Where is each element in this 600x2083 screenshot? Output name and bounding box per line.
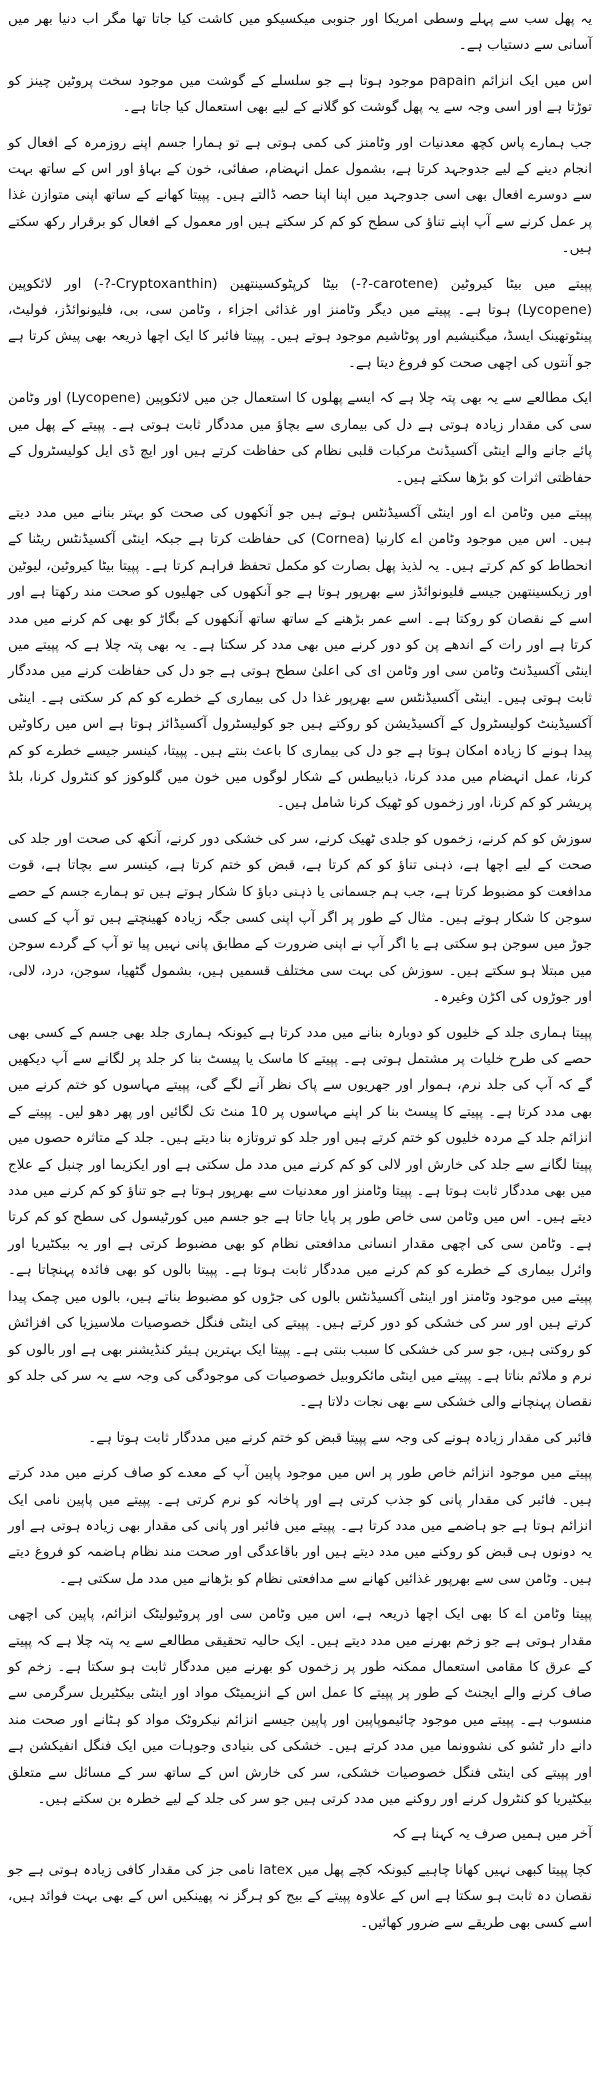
paragraph-minerals: جب ہمارے پاس کچھ معدنیات اور وٹامنز کی کمی ہوتی ہے تو ہمارا جسم اپنے روزمرہ کے افعال کو انجام دینے کے لیے جدوجہد کرتا ہے، بشمول عمل انہضام، صفائی، خون کے بہاؤ اور اس کے ساتھ بہت سے دوسرے افعال بھی اسی جدوجہد میں اپنا اپنا حصہ ڈالتے ہیں۔ پپیتا کھانے کے ساتھ اپنی متوازن غذا پر عمل کرنے سے آپ اپنے تناؤ کی سطح کو کم کر سکتے ہیں اور معمول کے افعال کو برقرار رکھ سکتے ہیں۔	[8, 134, 592, 257]
paragraph-conclusion: کچا پپیتا کبھی نہیں کھانا چاہیے کیونکہ کچے پھل میں latex نامی جز کی مقدار کافی زیادہ ہوتی ہے جو نقصان دہ ثابت ہو سکتا ہے اس کے علاوہ پپیتے کے بیج کو ہرگز نہ پھینکیں اس کے بھی بہت فوائد ہیں، اسے کسی بھی طریقے سے ضرور کھائیں۔	[8, 1861, 592, 1931]
paragraph-heart-study: ایک مطالعے سے یہ بھی پتہ چلا ہے کہ ایسے پھلوں کا استعمال جن میں لائکوپین (Lycopene) اور وٹامن سی کی مقدار زیادہ ہوتی ہے دل کی بیماری سے بچاؤ میں مددگار ثابت ہوتی ہے۔ پپیتے کے پھل میں پائے جانے والے اینٹی آکسیڈنٹ مرکبات قلبی نظام کی حفاظت کرتے ہیں اور ایچ ڈی ایل کولیسٹرول کے حفاظتی اثرات کو بڑھا سکتے ہیں۔	[8, 390, 592, 486]
paragraph-conclusion-intro: آخر میں ہمیں صرف یہ کہنا ہے کہ	[392, 1826, 592, 1843]
paragraph-inflammation: سوزش کو کم کرنے، زخموں کو جلدی ٹھیک کرنے، سر کی خشکی دور کرنے، آنکھ کی صحت اور جلد کی صحت کے لیے اچھا ہے، ذہنی تناؤ کو کم کرتا ہے، قبض کو ختم کرتا ہے، کینسر سے بچاتا ہے، قوت مدافعت کو مضبوط کرتا ہے، جب ہم جسمانی یا ذہنی دباؤ کا شکار ہوتے ہیں تو ہمارے جسم کے حصے سوجن کا شکار ہوتے ہیں۔ مثال کے طور پر اگر آپ اپنی کسی جگہ زیادہ کھینچتے ہیں تو آپ کے کسی جوڑ میں سوجن ہو سکتی ہے یا اگر آپ نے اپنی ضرورت کے مطابق پانی نہیں پیا تو آپ کے گردے سوجن میں مبتلا ہو سکتے ہیں۔ سوزش کی بہت سی مختلف قسمیں ہیں، بشمول گٹھیا، سوجن، درد، لالی، اور جوڑوں کی اکڑن وغیرہ۔	[8, 830, 592, 1006]
paragraph-fiber: فائبر کی مقدار زیادہ ہونے کی وجہ سے پپیتا قبض کو ختم کرنے میں مددگار ثابت ہوتا ہے۔	[88, 1429, 592, 1446]
paragraph-digestion: پپیتے میں موجود انزائم خاص طور پر اس میں موجود پاپین آپ کے معدے کو صاف کرنے میں مدد کرتے ہیں۔ فائبر کی مقدار پانی کو جذب کرتی ہے اور پاخانہ کو نرم کرتی ہے۔ پپیتے میں پاپین نامی ایک انزائم ہوتا ہے جو ہاضمے میں مدد کرتا ہے۔ پپیتے میں فائبر اور پانی کی مقدار بھی زیادہ ہوتی ہے اور یہ دونوں ہی قبض کو روکنے میں مدد دیتے ہیں اور باقاعدگی اور صحت مند نظام ہاضمہ کو فروغ دیتے ہیں۔ وٹامن سی سے بھرپور غذائیں کھانے سے مدافعتی نظام کو بڑھانے میں مدد مل سکتی ہے۔	[8, 1465, 592, 1587]
paragraph-origin: یہ پھل سب سے پہلے وسطی امریکا اور جنوبی میکسیکو میں کاشت کیا جاتا تھا مگر اب دنیا بھر میں آسانی سے دستیاب ہے۔	[8, 11, 592, 54]
paragraph-nutrients: پپیتے میں بیٹا کیروٹین (carotene-?-) بیٹا کرپٹوکسینتھین (Cryptoxanthin-?-) اور لائکوپین (Lycopene) ہوتا ہے۔ پپیتے میں دیگر وٹامنز اور غذائی اجزاء ، وٹامن سی، بی، فلیونوائڈز، فولیٹ، پینٹوتھینک ایسڈ، میگنیشیم اور پوٹاشیم موجود ہوتے ہیں۔ پپیتا فائبر کا ایک اچھا ذریعہ بھی پیش کرتا ہے جو آنتوں کی اچھی صحت کو فروغ دیتا ہے۔	[8, 275, 592, 371]
paragraph-eye-health: پپیتے میں وٹامن اے اور اینٹی آکسیڈنٹس ہوتے ہیں جو آنکھوں کی صحت کو بہتر بنانے میں مدد دیتے ہیں۔ اس میں موجود وٹامن اے کارنیا (Cornea) کی حفاظت کرتا ہے جبکہ اینٹی آکسیڈنٹس ریٹنا کے انحطاط کو کم کرتے ہیں۔ یہ لذیذ پھل بصارت کو مکمل تحفظ فراہم کرتا ہے۔ پپیتا بیٹا کیروٹین، لیوٹین اور زیکسینتھین جیسے فلیونوائڈز سے بھرپور ہوتا ہے جو آنکھوں کی جھلیوں کو صحت مند رکھتا ہے اور اسے کے نقصان کو روکتا ہے۔ اسے عمر بڑھنے کے ساتھ ساتھ آنکھوں کے بگاڑ کو بھی کم کرنے میں مدد کرتا ہے اور رات کے اندھے پن کو دور کرنے میں بھی مدد کر سکتا ہے۔ یہ بھی پتہ چلا ہے کہ پپیتے میں اینٹی آکسیڈنٹ وٹامن سی اور وٹامن ای کی اعلیٰ سطح ہوتی ہے جو دل کی حفاظت کرنے میں مددگار ثابت ہوتی ہیں۔ اینٹی آکسیڈنٹس سے بھرپور غذا دل کی بیماری کے خطرے کو کم کر سکتی ہے۔ اینٹی آکسیڈینٹ کولیسٹرول کے آکسیڈیشن کو روکتے ہیں جو کولیسٹرول آکسیڈائز ہوتا ہے اس میں رکاوٹیں پیدا ہونے کا زیادہ امکان ہوتا ہے جو دل کی بیماری کا باعث بنتے ہیں۔ پپیتا، کینسر جیسے خطرے کو کم کرنا، عمل انہضام میں مدد کرنا، ذیابیطس کے شکار لوگوں میں خون میں گلوکوز کو کنٹرول کرنا، بلڈ پریشر کو کم کرنا، اور زخموں کو ٹھیک کرنا شامل ہیں۔	[8, 504, 592, 812]
paragraph-papain: اس میں ایک انزائم papain موجود ہوتا ہے جو سلسلے کے گوشت میں موجود سخت پروٹین چینز کو توڑتا ہے اور اسی وجہ سے یہ پھل گوشت کو گلانے کے لیے بھی استعمال کیا جاتا ہے۔	[8, 72, 593, 116]
paragraph-skin-hair: پپیتا ہماری جلد کے خلیوں کو دوبارہ بنانے میں مدد کرتا ہے کیونکہ ہماری جلد بھی جسم کے کسی بھی حصے کی طرح خلیات پر مشتمل ہوتی ہے۔ پپیتے کا ماسک یا پیسٹ بنا کر جلد پر لگانے سے آپ دیکھیں گے کہ آپ کی جلد نرم، ہموار اور جھریوں سے پاک نظر آنے لگے گی، پپیتے مہاسوں کو ختم کرنے میں بھی مدد کرتا ہے۔ پپیتے کا پیسٹ بنا کر اپنے مہاسوں پر 10 منٹ تک لگائیں اور پھر دھو لیں۔ پپیتے کے انزائم جلد کے مردہ خلیوں کو ختم کرتے ہیں اور جلد کو تروتازہ بنا دیتے ہیں۔ جلد کے متاثرہ حصوں میں پپیتا لگانے سے جلد کی خارش اور لالی کو کم کرنے میں مدد مل سکتی ہے اور ایکزیما اور چنبل کے علاج میں بھی مددگار ثابت ہوتا ہے۔ پپیتا وٹامنز اور معدنیات سے بھرپور ہوتا ہے جو تناؤ کو کم کرنے میں مدد دیتے ہیں۔ اس میں وٹامن سی خاص طور پر پایا جاتا ہے جو جسم میں کورٹیسول کی سطح کو کم کرتا ہے۔ وٹامن سی کی اچھی مقدار انسانی مدافعتی نظام کو بھی مضبوط کرتی ہے اور یہ بیکٹیریا اور وائرل بیماری کے خطرے کو کم کرنے میں مددگار ثابت ہوتا ہے۔ پپیتا بالوں کو بھی فائدہ پہنچاتا ہے۔ پپیتے میں موجود وٹامنز اور اینٹی آکسیڈنٹس بالوں کی جڑوں کو مضبوط بناتے ہیں، بالوں میں چمک پیدا کرتے ہیں اور سر کی خشکی کو دور کرتے ہیں۔ پپیتے کی اینٹی فنگل خصوصیات ملاسیزیا کی افزائش کو روکتی ہیں، جو سر کی خشکی کا سبب بنتی ہے۔ پپیتا ایک بہترین ہیئر کنڈیشنر بھی ہے اور بالوں کو نرم و ملائم بناتا ہے۔ پپیتے میں اینٹی مائکروبیل خصوصیات کی موجودگی کی وجہ سے یہ سر کی جلد کو نقصان پہنچانے والی خشکی سے بھی نجات دلاتا ہے۔	[8, 1024, 592, 1411]
paragraph-wound-healing: پپیتا وٹامن اے کا بھی ایک اچھا ذریعہ ہے، اس میں وٹامن سی اور پروٹیولیٹک انزائم، پاپین کی اچھی مقدار ہوتی ہے جو زخم بھرنے میں مدد دیتے ہیں۔ ایک حالیہ تحقیقی مطالعے سے یہ پتہ چلا ہے کہ پپیتے کے عرق کا مقامی استعمال ممکنہ طور پر زخموں کو بھرنے میں مددگار ثابت ہو سکتا ہے۔ زخم کو صاف کرنے والے ایجنٹ کے طور پر پپیتے کا عمل اس کے انزیمیٹک مواد اور اینٹی بیکٹیریل سرگرمی سے منسوب ہے۔ پپیتے میں موجود چائیموپاپین اور پاپین جیسے انزائم نیکروٹک مواد کو ہٹانے اور صحت مند دانے دار ٹشو کی نشوونما میں مدد کرتے ہیں۔ خشکی کی بنیادی وجوہات میں ایک فنگل انفیکشن ہے اور پپیتے کی اینٹی فنگل خصوصیات خشکی، سر کی خارش اس کے ساتھ سر کے مسائل سے متعلق بیکٹیریا کو کنٹرول کرنے اور روکنے میں مدد کرتی ہیں جو سر کی جلد کے لیے خطرہ بن سکتے ہیں۔	[8, 1606, 592, 1807]
